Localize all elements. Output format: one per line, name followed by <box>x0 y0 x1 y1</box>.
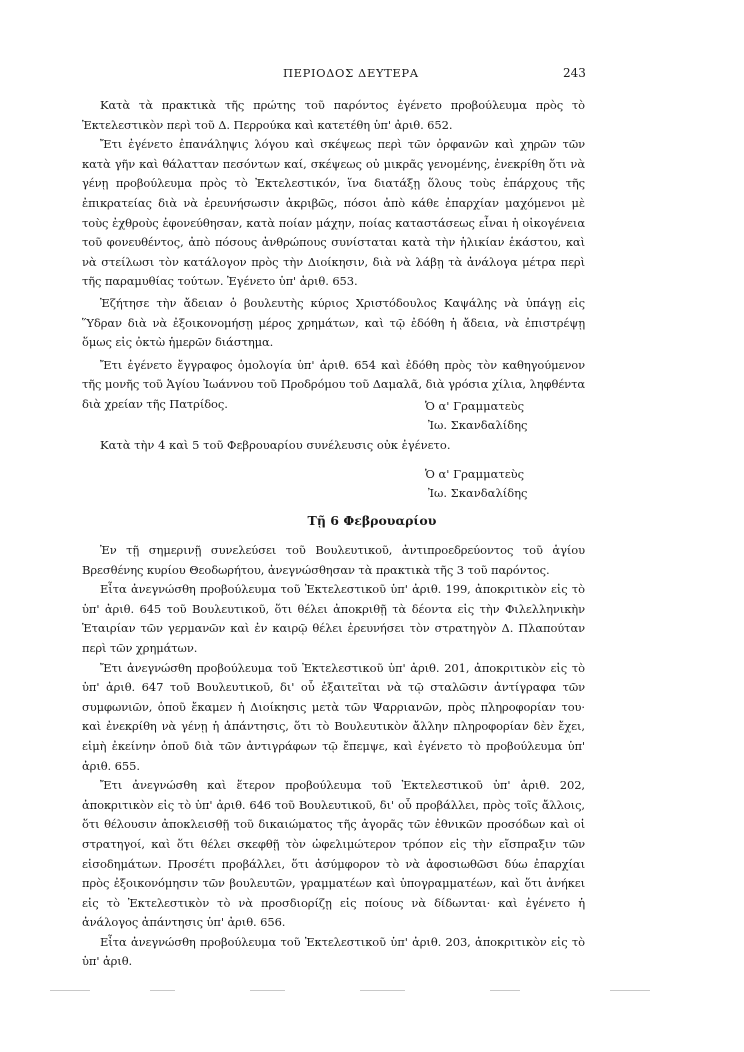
paragraph: Εἶτα ἀνεγνώσθη προβούλευμα τοῦ Ἐκτελεστικοῦ ὑπ' ἀριθ. 199, ἀποκριτικὸν εἰς τὸ ὑπ' ἀριθ. 645 τοῦ Βουλευτικοῦ, ὅτι θέλει ἀποκριθῇ τὰ δέοντα εἰς τὴν Φιλελληνικὴν Ἑταιρίαν τῶν γερμανῶν καὶ ἐν καιρῷ θέλει ἐρευνήσει τὸν στρατηγὸν Δ. Πλαπούταν περὶ τῶν χρημάτων. <box>82 582 585 655</box>
signature-block-2 <box>425 465 528 502</box>
paragraph: Ἔτι ἀνεγνώσθη καὶ ἕτερον προβούλευμα τοῦ Ἐκτελεστικοῦ ὑπ' ἀριθ. 202, ἀποκριτικὸν εἰς τὸ ὑπ' ἀριθ. 646 τοῦ Βουλευτικοῦ, δι' οὗ προβάλλει, πρὸς τοῖς ἄλλοις, ὅτι θέλουσιν ἀποκλεισθῇ τοῦ δικαιώματος τῆς ἀγορᾶς τῶν ἐθνικῶν προσόδων καὶ οἱ στρατηγοί, καὶ ὅτι θέλει σκεφθῇ τὸν ὠφελιμώτερον τρόπον εἰς τὴν εἴσπραξιν τῶν εἰσοδημάτων. Προσέτι προβάλλει, ὅτι ἀσύμφορον τὸ νὰ ἀφοσιωθῶσι δύω ἐπαρχίαι πρὸς ἐξοικονόμησιν τῶν βουλευτῶν, γραμματέων καὶ ὑπογραμματέων, καὶ ὅτι ἀνήκει εἰς τὸ Ἐκτελεστικὸν τὸ νὰ προσδιορίζῃ εἰς ποίους νὰ δίδωνται· καὶ ἐγένετο ἡ ἀνάλογος ἀπάντησις ὑπ' ἀριθ. 656. <box>82 778 585 930</box>
paragraph: Ἐζήτησε τὴν ἄδειαν ὁ βουλευτὴς κύριος Χριστόδουλος Καψάλης νὰ ὑπάγῃ εἰς Ὕδραν διὰ νὰ ἐξοικονομήσῃ μέρος χρημάτων, καὶ τῷ ἐδόθη ἡ ἄδεια, νὰ ἐπιστρέψῃ ὅμως εἰς ὀκτὼ ἡμερῶν διάστημα. <box>82 295 585 350</box>
scan-mark <box>610 990 650 991</box>
running-title: ΠΕΡΙΟΔΟΣ ΔΕΥΤΕΡΑ <box>283 66 419 80</box>
scan-mark <box>250 990 285 991</box>
paragraph: Ἐν τῇ σημερινῇ συνελεύσει τοῦ Βουλευτικοῦ, ἀντιπροεδρεύοντος τοῦ ἁγίου Βρεσθένης κυρίου Θεοδωρήτου, ἀνεγνώσθησαν τὰ πρακτικὰ τῆς 3 τοῦ παρόντος. <box>82 543 585 577</box>
paragraph: Ἔτι ἐγένετο ἔγγραφος ὁμολογία ὑπ' ἀριθ. 654 καὶ ἐδόθη πρὸς τὸν καθηγούμενον τῆς μονῆς τοῦ Ἁγίου Ἰωάννου τοῦ Προδρόμου τοῦ Δαμαλᾶ, διὰ γρόσια χίλια, ληφθέντα διὰ χρείαν τῆς Πατρίδος. <box>82 357 585 411</box>
minutes-block-1 <box>82 96 585 415</box>
scan-mark <box>360 990 405 991</box>
scan-mark <box>50 990 90 991</box>
paragraph: Ἔτι ἐγένετο ἐπανάληψις λόγου καὶ σκέψεως περὶ τῶν ὀρφανῶν καὶ χηρῶν τῶν κατὰ γῆν καὶ θάλατταν πεσόντων καί, σκέψεως οὐ μικρᾶς γενομένης, ἐνεκρίθη ὅτι νὰ γένῃ προβούλευμα πρὸς τὸ Ἐκτελεστικόν, ἵνα διατάξῃ ὅλους τοὺς ἐπάρχους τῆς ἐπικρατείας διὰ νὰ ἐρευνήσωσιν ἀκριβῶς, πόσοι ἀπὸ κάθε ἐπαρχίαν μαχόμενοι μὲ τοὺς ἐχθροὺς ἐφονεύθησαν, κατὰ ποίαν μάχην, ποίας καταστάσεως εἶναι ἡ οἰκογένεια τοῦ φονευθέντος, ἀπὸ πόσους ἀνθρώπους συνίσταται κατὰ τὴν ἡλικίαν ἑκάστου, καὶ νὰ στείλωσι τὸν κατάλογον πρὸς τὴν Διοίκησιν, διὰ νὰ λάβῃ τὰ ἀνάλογα μέτρα περὶ τῆς παραμυθίας τούτων. Ἐγένετο ὑπ' ἀριθ. 653. <box>82 137 585 289</box>
secretary-name: Ἰω. Σκανδαλίδης <box>428 417 528 432</box>
page-number: 243 <box>563 66 586 80</box>
paragraph: Ἔτι ἀνεγνώσθη προβούλευμα τοῦ Ἐκτελεστικοῦ ὑπ' ἀριθ. 201, ἀποκριτικὸν εἰς τὸ ὑπ' ἀριθ. 647 τοῦ Βουλευτικοῦ, δι' οὗ ἐξαιτεῖται νὰ τῷ σταλῶσιν ἀντίγραφα τῶν συμφωνιῶν, ὁποῦ ἔκαμεν ἡ Διοίκησις μετὰ τῶν Ψαρριανῶν, πρὸς πληροφορίαν του· καὶ ἐνεκρίθη νὰ γένῃ ἡ ἀπάντησις, ὅτι τὸ Βουλευτικὸν ἄλλην πληροφορίαν δὲν ἔχει, εἰμὴ ἐκείνην ὁποῦ διὰ τῶν ἀντιγράφων τῷ ἔπεμψε, καὶ ἐγένετο τὸ προβούλευμα ὑπ' ἀριθ. 655. <box>82 660 585 773</box>
minutes-block-2 <box>82 541 585 972</box>
secretary-name: Ἰω. Σκανδαλίδης <box>428 485 528 500</box>
paragraph: Εἶτα ἀνεγνώσθη προβούλευμα τοῦ Ἐκτελεστικοῦ ὑπ' ἀριθ. 203, ἀποκριτικὸν εἰς τὸ ὑπ' ἀριθ. <box>82 934 585 969</box>
no-session-note: Κατὰ τὴν 4 καὶ 5 τοῦ Φεβρουαρίου συνέλευσις οὐκ ἐγένετο. <box>100 438 451 452</box>
scan-mark <box>150 990 175 991</box>
secretary-title: Ὁ α' Γραμματεὺς <box>425 467 525 481</box>
signature-block-1 <box>425 397 528 434</box>
paragraph: Κατὰ τὰ πρακτικὰ τῆς πρώτης τοῦ παρόντος ἐγένετο προβούλευμα πρὸς τὸ Ἐκτελεστικὸν περὶ τοῦ Δ. Περρούκα καὶ κατετέθη ὑπ' ἀριθ. 652. <box>82 98 585 132</box>
secretary-title: Ὁ α' Γραμματεὺς <box>425 399 525 413</box>
running-head <box>0 66 744 82</box>
section-heading: Τῇ 6 Φεβρουαρίου <box>307 513 437 528</box>
scan-bottom-marks <box>20 990 720 994</box>
scan-mark <box>490 990 520 991</box>
